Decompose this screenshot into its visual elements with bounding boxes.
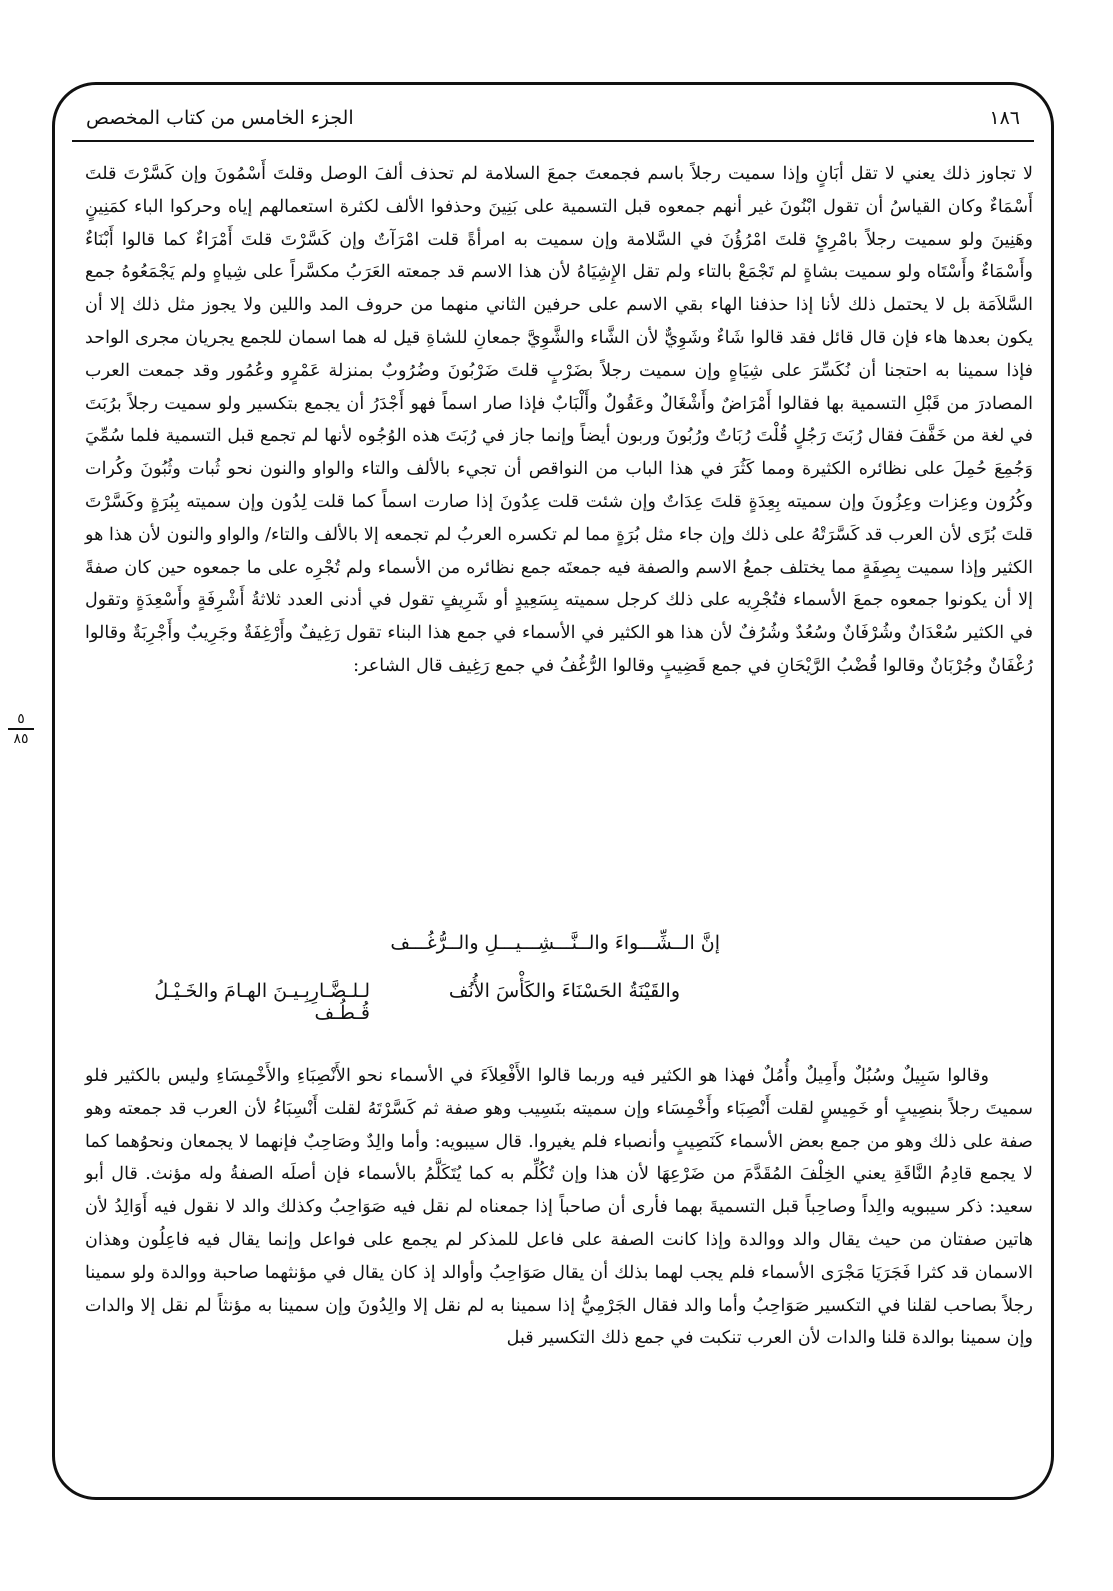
poem-line-2-left: لـلـضَّـارِبِـيـنَ الهـامَ والخَـيْـلُ قُـطُـف [154,980,370,1024]
margin-page-reference [4,712,38,746]
margin-ref-top: ٥ [17,711,25,727]
main-text-block [85,158,1033,683]
header-divider [72,140,1034,142]
poem-line-1: إنَّ الــشِّـــواءَ والــنَّـــشِـــيـــلِ والــرُّغُـــف [390,932,720,954]
poem-verses [110,920,1010,1040]
paragraph-2: وقالوا سَبِيلٌ وسُبُلٌ وأَمِيلٌ وأُمُلٌ فهذا هو الكثير فيه وربما قالوا الأَفْعِلاَءَ في الأسماء نحو الأَنْصِبَاءِ والأَخْمِسَاءِ وليس بالكثير فلو سميتَ رجلاً بنصِيبٍ أو خَمِيسٍ لقلت أَنْصِبَاء وأَخْمِسَاء وإن سميته بنَسِيب وهو صفة ثم كَسَّرْتَهُ لقلت أَنْسِبَاءُ لأن العرب قد جمعته وهو صفة على ذلك وهو من جمع بعض الأسماء كَنَصِيبٍ وأنصباء فلم يغيروا. قال سيبويه: وأما والِدٌ وصَاحِبٌ فإنهما لا يجمعان ونحوُهما كما لا يجمع قادِمُ النَّاقَةِ يعني الخِلْفَ المُقَدَّمَ من ضَرْعِهَا لأن هذا وإن تُكُلِّم به كما يُتَكَلَّمُ بالأسماء فإن أصلَه الصفةُ وله مؤنث. قال أبو سعيد: ذكر سيبويه والِداً وصاحِباً قبل التسميةَ بهما فأرى أن صاحباً إذا جمعناه لم نقل فيه صَوَاحِبُ وكذلك والد لا نقول فيه أَوَالِدُ لأن هاتين صفتان من حيث يقال والد ووالدة وإذا كانت الصفة على فاعل للمذكر لم يجمع على فواعل وإنما يقال فيه فاعِلُون وهذان الاسمان قد كثرا فَجَرَيَا مَجْرَى الأسماء فلم يجب لهما بذلك أن يقال صَوَاحِبُ وأوالد إذ كان يقال في مؤنثهما صاحبة ووالدة ولو سمينا رجلاً بصاحب لقلنا في التكسير صَوَاحِبُ وأما والد فقال الجَرْمِيُّ إذا سمينا به لم نقل إلا والِدُونَ وإن سمينا به مؤنثاً لم نقل إلا والدات وإن سمينا بوالدة قلنا والدات لأن العرب تنكبت في جمع ذلك التكسير قبل [85,1066,1033,1349]
margin-ref-bottom: ٨٥ [13,731,29,747]
margin-ref-fraction-bar [8,728,34,730]
page-header [86,98,1020,138]
book-title: الجزء الخامس من كتاب المخصص [86,107,354,129]
page-number: ١٨٦ [989,107,1020,129]
paragraph-1: لا تجاوز ذلك يعني لا تقل أبَانٍ وإذا سميت رجلاً باسم فجمعتَ جمعَ السلامة لم تحذف ألفَ الوصل وقلتَ أَسْمُونَ وإن كَسَّرْتَ قلتَ أَسْمَاءٌ وكان القياسُ أن تقول ابْنُونَ غير أنهم جمعوه قبل التسمية على بَنِينَ وحذفوا الألف لكثرة استعمالهم إياه وحركوا الباء كمَنِينٍ وهَنِينَ ولو سميت رجلاً بامْرِئٍ قلتَ امْرُؤُنَ في السَّلامة وإن سميت به امرأةً قلت امْرَآتٌ وإن كَسَّرْتَ قلتَ أَمْرَاءٌ كما قالوا أَبْنَاءٌ وأَسْمَاءٌ وأَسْتَاه ولو سميت بشاةٍ لم تَجْمَعْ بالتاء ولم تقل الإِشِيَاهُ لأن هذا الاسم قد جمعته العَرَبُ مكسَّراً على شِياهٍ ولم يَجْمَعُوهُ جمع السَّلاَمَة بل لا يحتمل ذلك لأنا إذا حذفنا الهاء بقي الاسم على حرفين الثاني منهما من حروف المد واللين ولا يجوز مثل ذلك إلا أن يكون بعدها هاء فإن قال قائل فقد قالوا شَاءٌ وشَوِيٌّ لأن الشَّاء والشَّوِيَّ جمعانِ للشاةِ قيل له هما اسمان للجمع يجريان مجرى الواحد فإذا سمينا به احتجنا أن نُكَسِّرَ على شِيَاهٍ وإن سميت رجلاً بضَرْبٍ قلتَ ضَرْبُونَ وضُرُوبٌ بمنزلة عَمْرٍو وعُمُور وقد جمعت العرب المصادرَ من قَبْلِ التسمية بها فقالوا أَمْرَاضٌ وأَشْغَالٌ وعَقُولٌ وأَلْبَابٌ فإذا صار اسماً فهو أَجْدَرُ أن يجمع بتكسير ولو سميت رجلاً برُبَتَ في لغة من خَفَّفَ فقال رُبَتَ رَجُلٍ قُلْتَ رُبَاتٌ ورُبُونَ وربون أيضاً وإنما جاز في رُبَتَ هذه الوُجُوه لأنها لم تجمع قبل التسمية فلما سُمِّيَ وَجُمِعَ حُمِلَ على نظائره الكثيرة ومما كَثُرَ في هذا الباب من النواقص أن تجيء بالألف والتاء والواو والنون نحو ثُبات وثُبُونَ وكُرات وكُرُون وعِزات وعِزُونَ وإن سميته بِعِدَةٍ قلتَ عِدَاتٌ وإن شئت قلت عِدُونَ إذا صارت اسماً كما قلت لِدُون وإن سميته بِبُرَةٍ وكَسَّرْتَ قلتَ بُرًى لأن العرب قد كَسَّرَتْهُ على ذلك وإن جاء مثل بُرَةٍ مما لم تكسره العربُ لم تجمعه إلا بالألف والتاء/ والواو والنون لأن هذا هو الكثير وإذا سميت بِصِفَةٍ مما يختلف جمعُ الاسم والصفة فيه جمعتَه جمع نظائره من الأسماء ولم تُجْرِه على ما جمعوه حين كان صفةً إلا أن يكونوا جمعوه جمعَ الأسماء فتُجْرِيه على ذلك كرجل سميته بِسَعِيدٍ أو شَرِيفٍ تقول في أدنى العدد ثلاثةُ أَشْرِفَةٍ وأَسْعِدَةٍ وتقول في الكثير سُعْدَانٌ وشُرْفَانٌ وسُعُدٌ وشُرُفٌ لأن هذا هو الكثير في الأسماء في جمع هذا البناء تقول رَغِيفٌ وأَرْغِفَةٌ وجَرِيبٌ وأَجْرِبَةٌ وقالوا رُغْفَانٌ وجُرْبَانٌ وقالوا قُضْبُ الرَّيْحَانِ في جمع قَضِيبٍ وقالوا الرُّغُفُ في جمع رَغِيف قال الشاعر: [85,164,1033,676]
main-text-block-2 [85,1060,1033,1355]
poem-line-2-right: والقَيْنَةُ الحَسْنَاءَ والكَأْسَ الأُنُف [448,980,680,1002]
